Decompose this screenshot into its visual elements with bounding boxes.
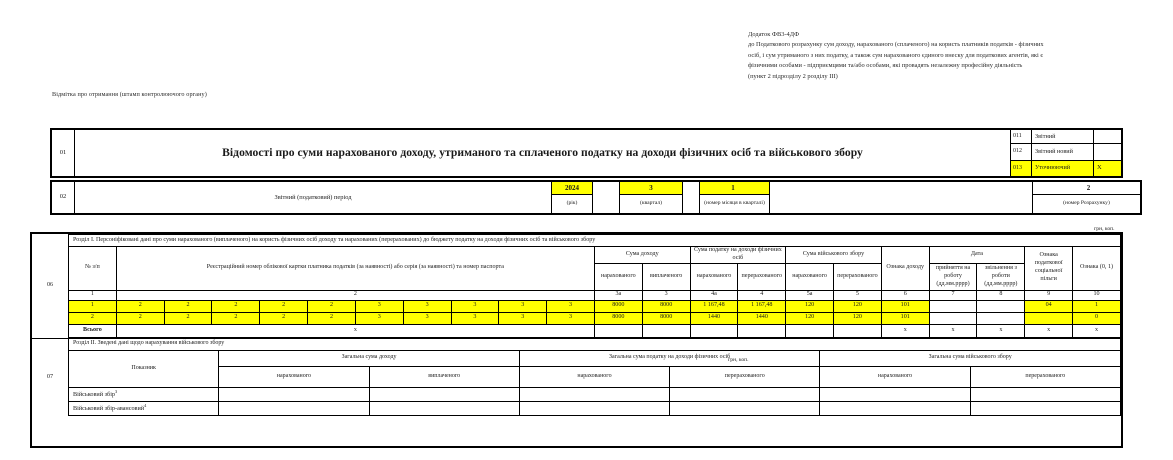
total-label: Всього bbox=[69, 324, 117, 337]
row-1-taxid-digit-4[interactable]: 2 bbox=[260, 300, 308, 312]
total-income-accrued bbox=[594, 324, 642, 337]
header-income-accrued: нарахованого bbox=[594, 263, 642, 290]
header-mil-transferred: перерахованого bbox=[834, 263, 882, 290]
flag-label-011: Звітний bbox=[1032, 129, 1094, 144]
row-2-taxid-digit-8[interactable]: 3 bbox=[451, 312, 499, 324]
colnum-flag: 10 bbox=[1073, 290, 1121, 300]
flag-value-011[interactable] bbox=[1094, 129, 1123, 144]
stamp-note: Відмітка про отримання (штамп контролюючого органу) bbox=[52, 91, 207, 98]
row-2-taxid-digit-3[interactable]: 2 bbox=[212, 312, 260, 324]
s2-row-2-superscript: 4 bbox=[144, 403, 147, 409]
colnum-income-accrued: 3а bbox=[594, 290, 642, 300]
header-date-hired: прийняття на роботу (дд.мм.рррр) bbox=[929, 263, 977, 290]
currency-note-section2: грн, коп. bbox=[728, 357, 749, 363]
flag-label-012: Звітний новий bbox=[1032, 144, 1094, 160]
header-date-fired: звільнення з роботи (дд.мм.рррр) bbox=[977, 263, 1025, 290]
row-1-mil-transferred[interactable]: 120 bbox=[834, 300, 882, 312]
block-01-row-number: 01 bbox=[51, 129, 75, 177]
block-02 bbox=[50, 180, 1123, 215]
row-2-tax-benefit[interactable] bbox=[1025, 312, 1073, 324]
row-2-income-code[interactable]: 101 bbox=[881, 312, 929, 324]
period-year-caption: (рік) bbox=[552, 195, 593, 215]
total-tax-benefit: x bbox=[1025, 324, 1073, 337]
row-2-pit-accrued[interactable]: 1440 bbox=[690, 312, 738, 324]
colnum-seq: 1 bbox=[69, 290, 117, 300]
row-2-taxid-digit-1[interactable]: 2 bbox=[116, 312, 164, 324]
header-income-sum: Сума доходу bbox=[594, 247, 690, 264]
document-reference bbox=[748, 30, 1168, 82]
block-06-row-number-text: 06 bbox=[46, 282, 54, 288]
row-2-mil-transferred[interactable]: 120 bbox=[834, 312, 882, 324]
header-indicator: Показник bbox=[69, 350, 219, 387]
row-2-taxid-digit-6[interactable]: 3 bbox=[355, 312, 403, 324]
totals-row bbox=[32, 324, 1121, 337]
header-seq: № з/п bbox=[69, 247, 117, 291]
row-1-taxid-digit-8[interactable]: 3 bbox=[451, 300, 499, 312]
period-label: Звітний (податковий) період bbox=[75, 181, 552, 214]
s2-row-1-label-text: Військовий збір bbox=[73, 391, 116, 399]
colnum-mil-transferred: 5 bbox=[834, 290, 882, 300]
s2-row-1-pit-transferred[interactable] bbox=[670, 387, 820, 401]
total-date-hired: x bbox=[929, 324, 977, 337]
row-1-taxid-digit-9[interactable]: 3 bbox=[499, 300, 547, 312]
period-quarter-value[interactable]: 3 bbox=[620, 181, 683, 195]
row-2-seq: 2 bbox=[69, 312, 117, 324]
row-2-date-hired[interactable] bbox=[929, 312, 977, 324]
period-year-value[interactable]: 2024 bbox=[552, 181, 593, 195]
calc-number-caption: (номер Розрахунку) bbox=[1033, 195, 1142, 215]
row-1-seq: 1 bbox=[69, 300, 117, 312]
block-07-row-number-text: 07 bbox=[46, 372, 54, 380]
header-total-pit: Загальна сума податку на доходи фізичних осіб bbox=[519, 350, 820, 366]
flag-code-013: 013 bbox=[1011, 160, 1032, 177]
block-01-table bbox=[50, 128, 1123, 178]
s2-row-1-income-paid[interactable] bbox=[369, 387, 519, 401]
s2-row-2-pit-accrued[interactable] bbox=[519, 401, 669, 415]
row-1-taxid-digit-7[interactable]: 3 bbox=[403, 300, 451, 312]
row-1-taxid-digit-10[interactable]: 3 bbox=[547, 300, 595, 312]
row-2-taxid-digit-2[interactable]: 2 bbox=[164, 312, 212, 324]
table-row[interactable] bbox=[32, 312, 1121, 324]
row-1-flag[interactable]: 1 bbox=[1073, 300, 1121, 312]
colnum-tax-benefit: 9 bbox=[1025, 290, 1073, 300]
period-spacer-1 bbox=[593, 181, 620, 214]
period-month-value[interactable]: 1 bbox=[700, 181, 770, 195]
row-2-pit-transferred[interactable]: 1440 bbox=[738, 312, 786, 324]
flag-label-013: Уточнюючий bbox=[1032, 160, 1094, 177]
doc-ref-line-1: Додаток ФВ3-4ДФ bbox=[748, 31, 800, 38]
header-mil-accrued: нарахованого bbox=[786, 263, 834, 290]
colnum-mil-accrued: 5а bbox=[786, 290, 834, 300]
colnum-pit-transferred: 4 bbox=[738, 290, 786, 300]
row-1-taxid-digit-2[interactable]: 2 bbox=[164, 300, 212, 312]
doc-ref-line-3: осіб, і сум утриманого з них податку, а також сум нарахованого єдиного внеску для податкових агентів, які є bbox=[748, 51, 1044, 59]
flag-value-013[interactable]: X bbox=[1094, 160, 1123, 177]
row-1-income-paid[interactable]: 8000 bbox=[642, 300, 690, 312]
header-total-military: Загальна сума військового збору bbox=[820, 350, 1121, 366]
total-pit-accrued bbox=[690, 324, 738, 337]
row-1-taxid-digit-1[interactable]: 2 bbox=[116, 300, 164, 312]
row-2-income-paid[interactable]: 8000 bbox=[642, 312, 690, 324]
header-tax-id: Реєстраційний номер облікової картки платника податків (за наявності) або серія (за наявності) та номер паспорта bbox=[116, 247, 594, 291]
colnum-tax-id: 2 bbox=[116, 290, 594, 300]
s2-row-2-pit-transferred[interactable] bbox=[670, 401, 820, 415]
period-month-caption: (номер місяця в кварталі) bbox=[700, 195, 770, 215]
s2-row-1-superscript: 3 bbox=[115, 389, 118, 395]
total-income-code: x bbox=[881, 324, 929, 337]
header-s2-pit-accrued: нарахованого bbox=[519, 366, 669, 387]
doc-ref-line-5: (пункт 2 підрозділу 2 розділу III) bbox=[748, 72, 838, 80]
section-2-title: Розділ II. Зведені дані щодо нарахування військового збору bbox=[69, 338, 1121, 350]
flag-code-011: 011 bbox=[1011, 129, 1032, 144]
row-2-taxid-digit-4[interactable]: 2 bbox=[260, 312, 308, 324]
row-2-mil-accrued[interactable]: 120 bbox=[786, 312, 834, 324]
header-date: Дата bbox=[929, 247, 1025, 264]
table-row[interactable] bbox=[32, 401, 1121, 415]
section-1-title: Розділ I. Персоніфіковані дані про суми нарахованого (виплаченого) на користь фізичних осіб доходу та нарахованих (перерахованих) до бюджету податку на доходи фізичних осіб та військового збору bbox=[69, 235, 1121, 247]
total-flag: x bbox=[1073, 324, 1121, 337]
s2-row-1-pit-accrued[interactable] bbox=[519, 387, 669, 401]
block-06-row-number bbox=[32, 235, 69, 338]
row-1-date-fired[interactable] bbox=[977, 300, 1025, 312]
row-1-pit-accrued[interactable]: 1 167,48 bbox=[690, 300, 738, 312]
header-pit-accrued: нарахованого bbox=[690, 263, 738, 290]
doc-ref-line-4: фізичними особами - підприємцями та/або особами, які провадять незалежну професійну діяльність bbox=[748, 62, 1023, 70]
header-pit-transferred: перерахованого bbox=[738, 263, 786, 290]
total-pit-transferred bbox=[738, 324, 786, 337]
s2-row-2-mil-transferred[interactable] bbox=[970, 401, 1120, 415]
period-quarter-caption: (квартал) bbox=[620, 195, 683, 215]
row-2-taxid-digit-10[interactable]: 3 bbox=[547, 312, 595, 324]
s2-row-1-label bbox=[69, 387, 219, 401]
row-2-taxid-digit-5[interactable]: 2 bbox=[308, 312, 356, 324]
total-income-paid bbox=[642, 324, 690, 337]
section-2-table bbox=[32, 338, 1121, 416]
row-1-income-code[interactable]: 101 bbox=[881, 300, 929, 312]
block-07-row-number bbox=[32, 338, 69, 415]
currency-note-section1: грн, коп. bbox=[1094, 226, 1115, 232]
row-1-taxid-digit-3[interactable]: 2 bbox=[212, 300, 260, 312]
colnum-pit-accrued: 4а bbox=[690, 290, 738, 300]
s2-row-1-mil-accrued[interactable] bbox=[820, 387, 970, 401]
flag-code-012: 012 bbox=[1011, 144, 1032, 160]
block-02-table bbox=[50, 180, 1142, 215]
section-1-table bbox=[32, 234, 1121, 338]
header-income-code: Ознака доходу bbox=[881, 247, 929, 291]
period-spacer-2 bbox=[683, 181, 700, 214]
colnum-income-paid: 3 bbox=[642, 290, 690, 300]
total-tax-id: x bbox=[116, 324, 594, 337]
row-1-tax-benefit[interactable]: 04 bbox=[1025, 300, 1073, 312]
main-frame bbox=[30, 232, 1123, 448]
s2-row-1-income-accrued[interactable] bbox=[219, 387, 369, 401]
s2-row-2-income-accrued[interactable] bbox=[219, 401, 369, 415]
total-mil-transferred bbox=[834, 324, 882, 337]
row-1-taxid-digit-6[interactable]: 3 bbox=[355, 300, 403, 312]
header-pit-sum: Сума податку на доходи фізичних осіб bbox=[690, 247, 786, 264]
period-spacer-3 bbox=[770, 181, 1033, 214]
s2-row-2-label-text: Військовий збір-авансовий bbox=[73, 405, 145, 413]
total-mil-accrued bbox=[786, 324, 834, 337]
header-total-income: Загальна сума доходу bbox=[219, 350, 520, 366]
header-s2-income-accrued: нарахованого bbox=[219, 366, 369, 387]
colnum-date-fired: 8 bbox=[977, 290, 1025, 300]
row-2-date-fired[interactable] bbox=[977, 312, 1025, 324]
s2-row-2-label bbox=[69, 401, 219, 415]
form-title: Відомості про суми нарахованого доходу, утриманого та сплаченого податку на доходи фізичних осіб та військового збору bbox=[75, 129, 1011, 177]
row-2-taxid-digit-9[interactable]: 3 bbox=[499, 312, 547, 324]
table-row[interactable] bbox=[32, 387, 1121, 401]
header-s2-mil-accrued: нарахованого bbox=[820, 366, 970, 387]
row-2-taxid-digit-7[interactable]: 3 bbox=[403, 312, 451, 324]
header-s2-mil-transferred: перерахованого bbox=[970, 366, 1120, 387]
colnum-income-code: 6 bbox=[881, 290, 929, 300]
flag-value-012[interactable] bbox=[1094, 144, 1123, 160]
table-row[interactable] bbox=[32, 300, 1121, 312]
row-1-date-hired[interactable] bbox=[929, 300, 977, 312]
row-1-mil-accrued[interactable]: 120 bbox=[786, 300, 834, 312]
row-2-flag[interactable]: 0 bbox=[1073, 312, 1121, 324]
header-income-paid: виплаченого bbox=[642, 263, 690, 290]
row-1-income-accrued[interactable]: 8000 bbox=[594, 300, 642, 312]
row-2-income-accrued[interactable]: 8000 bbox=[594, 312, 642, 324]
colnum-date-hired: 7 bbox=[929, 290, 977, 300]
s2-row-2-mil-accrued[interactable] bbox=[820, 401, 970, 415]
doc-ref-line-2: до Податкового розрахунку сум доходу, нарахованого (сплаченого) на користь платників податків - фізичних bbox=[748, 41, 1044, 49]
total-date-fired: x bbox=[977, 324, 1025, 337]
header-s2-income-paid: виплаченого bbox=[369, 366, 519, 387]
calc-number-value[interactable]: 2 bbox=[1033, 181, 1142, 195]
s2-row-1-mil-transferred[interactable] bbox=[970, 387, 1120, 401]
row-1-taxid-digit-5[interactable]: 2 bbox=[308, 300, 356, 312]
header-military-sum: Сума військового збору bbox=[786, 247, 882, 264]
block-02-row-number: 02 bbox=[51, 181, 75, 214]
header-flag: Ознака (0, 1) bbox=[1073, 247, 1121, 291]
s2-row-2-income-paid[interactable] bbox=[369, 401, 519, 415]
row-1-pit-transferred[interactable]: 1 167,48 bbox=[738, 300, 786, 312]
header-tax-benefit: Ознака податкової соціальної пільги bbox=[1025, 247, 1073, 291]
block-01 bbox=[50, 128, 1123, 178]
header-s2-pit-transferred: перерахованого bbox=[670, 366, 820, 387]
